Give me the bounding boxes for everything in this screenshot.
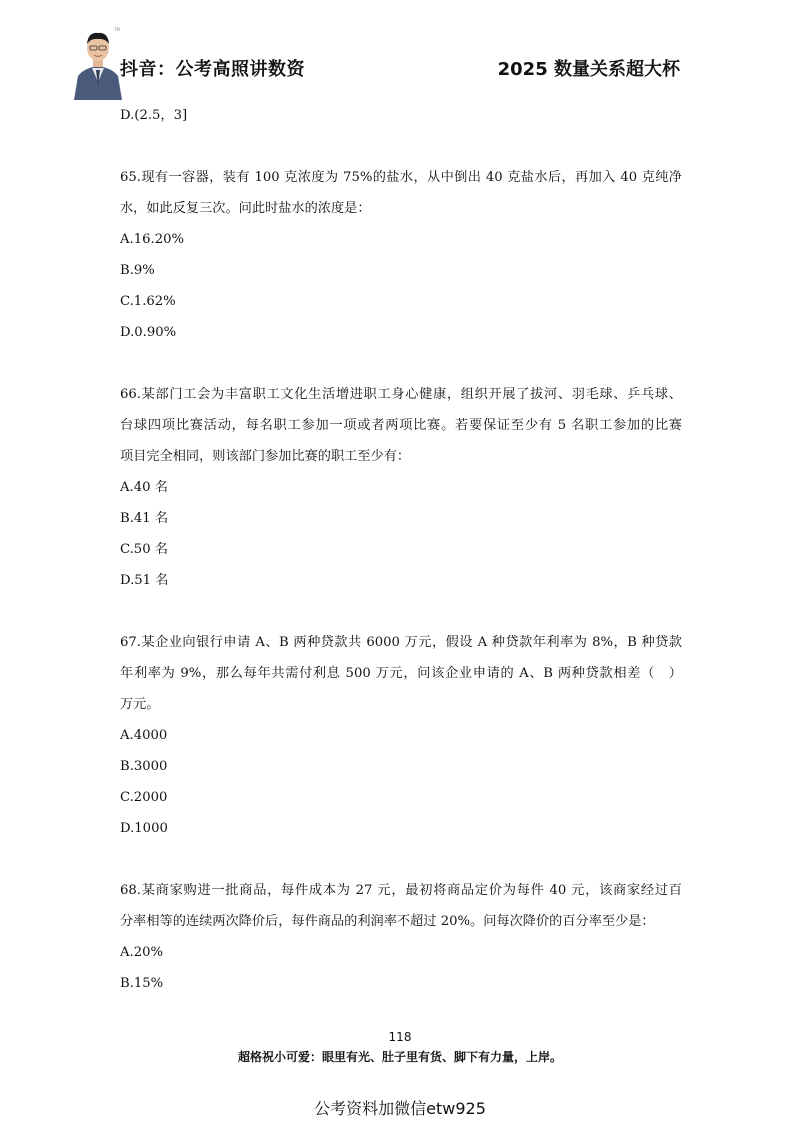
answer-option: C.2000 (120, 790, 168, 805)
document-body (120, 103, 682, 1002)
question-text-line: 65.现有一容器，装有 100 克浓度为 75%的盐水，从中倒出 40 克盐水后，再加入 40 克纯净 (120, 170, 682, 185)
question-text-line: 水，如此反复三次。问此时盐水的浓度是： (120, 201, 371, 216)
answer-option: A.40 名 (120, 480, 168, 495)
answer-option: B.15% (120, 976, 164, 991)
watermark-text: 公考资料加微信etw925 (314, 1099, 486, 1118)
header-book-title: 2025 数量关系超大杯 (497, 59, 680, 80)
answer-option: B.3000 (120, 759, 168, 774)
question-66 (120, 382, 682, 599)
svg-text:TM: TM (114, 27, 120, 32)
question-text-line: 66.某部门工会为丰富职工文化生活增进职工身心健康，组织开展了拔河、羽毛球、乒乓球、 (120, 387, 682, 402)
question-text-line: 年利率为 9%，那么每年共需付利息 500 万元，问该企业申请的 A、B 两种贷款相差（ ） (120, 666, 682, 681)
question-68 (120, 878, 682, 1002)
question-65 (120, 165, 682, 351)
answer-option: C.50 名 (120, 542, 168, 557)
answer-option: D.51 名 (120, 573, 169, 588)
presenter-avatar (70, 24, 126, 100)
page-number: 118 (388, 1030, 412, 1044)
question-text-line: 项目完全相同，则该部门参加比赛的职工至少有： (120, 449, 411, 464)
answer-option: A.20% (120, 945, 164, 960)
header-channel-title: 抖音：公考高照讲数资 (120, 59, 305, 80)
question-text-line: 分率相等的连续两次降价后，每件商品的利润率不超过 20%。问每次降价的百分率至少是： (120, 914, 655, 929)
answer-option: D.0.90% (120, 325, 177, 340)
question-67 (120, 630, 682, 847)
answer-option: A.16.20% (120, 232, 184, 247)
question-text-line: 68.某商家购进一批商品，每件成本为 27 元，最初将商品定价为每件 40 元，该商家经过百 (120, 883, 682, 898)
previous-question-option: D.(2.5，3] (120, 108, 188, 123)
page-header (0, 0, 800, 100)
question-text-line: 台球四项比赛活动，每名职工参加一项或者两项比赛。若要保证至少有 5 名职工参加的比赛 (120, 418, 682, 433)
answer-option: A.4000 (120, 728, 168, 743)
question-text-line: 67.某企业向银行申请 A、B 两种贷款共 6000 万元，假设 A 种贷款年利率为 8%，B 种贷款 (120, 635, 682, 650)
answer-option: C.1.62% (120, 294, 176, 309)
answer-option: D.1000 (120, 821, 168, 836)
question-text-line: 万元。 (120, 697, 160, 712)
footer-slogan: 超格祝小可爱：眼里有光、肚子里有货、脚下有力量，上岸。 (237, 1050, 562, 1064)
answer-option: B.9% (120, 263, 155, 278)
answer-option: B.41 名 (120, 511, 169, 526)
